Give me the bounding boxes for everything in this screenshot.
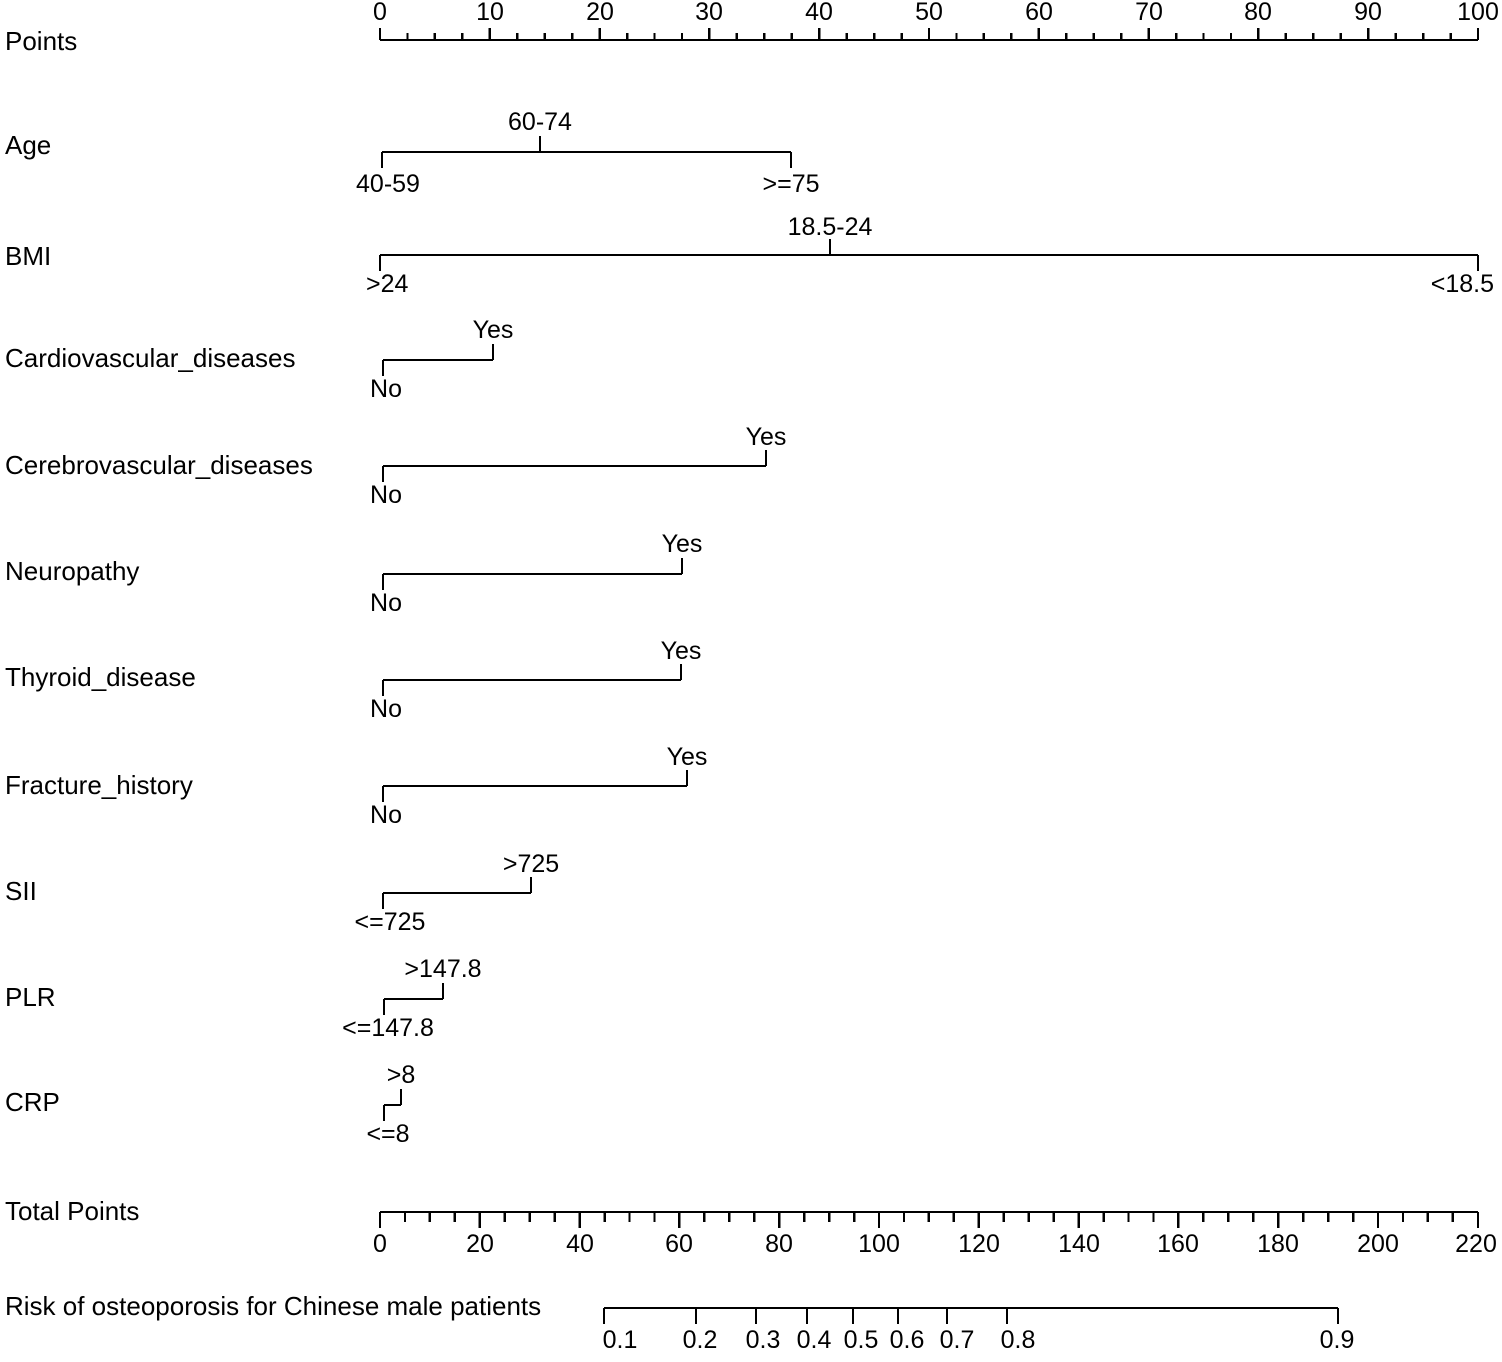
risk-tick-0.9: 0.9 [1319, 1326, 1355, 1354]
row-label-bmi: BMI [5, 241, 52, 271]
total-points-tick-180: 180 [1257, 1230, 1299, 1258]
row-label-age: Age [5, 130, 52, 160]
plr-scale-line [384, 983, 443, 1015]
total-points-tick-220: 220 [1455, 1230, 1497, 1258]
points-tick-30: 30 [695, 0, 723, 26]
thyroid-level-yes: Yes [660, 637, 702, 665]
cerebrovascular-scale-line [383, 450, 766, 482]
total-points-tick-200: 200 [1357, 1230, 1399, 1258]
row-label-risk: Risk of osteoporosis for Chinese male patients [5, 1291, 542, 1321]
points-tick-90: 90 [1354, 0, 1382, 26]
points-tick-60: 60 [1025, 0, 1053, 26]
points-tick-80: 80 [1244, 0, 1272, 26]
crp-level-low: <=8 [366, 1120, 410, 1148]
sii-level-low: <=725 [354, 908, 426, 936]
total-points-tick-20: 20 [466, 1230, 494, 1258]
points-tick-40: 40 [805, 0, 833, 26]
bmi-level-low: >24 [366, 270, 409, 298]
row-label-thyroid: Thyroid_disease [5, 662, 196, 692]
total-points-tick-0: 0 [373, 1230, 387, 1258]
age-level-low: 40-59 [356, 170, 420, 198]
points-tick-70: 70 [1135, 0, 1163, 26]
risk-tick-0.7: 0.7 [939, 1326, 975, 1354]
points-tick-50: 50 [915, 0, 943, 26]
plr-level-low: <=147.8 [342, 1014, 434, 1042]
cardiovascular-scale-line [383, 344, 493, 376]
risk-tick-0.8: 0.8 [1000, 1326, 1036, 1354]
points-tick-10: 10 [476, 0, 504, 26]
total-points-axis-line [380, 1212, 1478, 1228]
neuropathy-scale-line [383, 558, 682, 590]
cardiovascular-level-yes: Yes [472, 316, 514, 344]
thyroid-level-no: No [370, 695, 402, 723]
bmi-scale-line [380, 239, 1478, 271]
risk-tick-0.4: 0.4 [796, 1326, 832, 1354]
age-level-high: >=75 [762, 170, 820, 198]
row-label-fracture: Fracture_history [5, 770, 193, 800]
total-points-tick-80: 80 [765, 1230, 793, 1258]
risk-tick-0.5: 0.5 [843, 1326, 879, 1354]
row-label-points: Points [5, 26, 78, 56]
sii-level-high: >725 [502, 850, 560, 878]
cardiovascular-level-no: No [370, 375, 402, 403]
risk-tick-0.2: 0.2 [682, 1326, 718, 1354]
neuropathy-level-no: No [370, 589, 402, 617]
points-axis-line [380, 28, 1478, 40]
row-label-crp: CRP [5, 1087, 60, 1117]
row-label-cerebrovascular: Cerebrovascular_diseases [5, 450, 313, 480]
points-tick-20: 20 [586, 0, 614, 26]
points-tick-0: 0 [373, 0, 387, 26]
total-points-tick-60: 60 [665, 1230, 693, 1258]
cerebrovascular-level-no: No [370, 481, 402, 509]
age-scale-line [382, 136, 791, 168]
plr-level-high: >147.8 [404, 955, 482, 983]
fracture-level-yes: Yes [666, 743, 708, 771]
points-tick-100: 100 [1457, 0, 1499, 26]
risk-tick-0.1: 0.1 [602, 1326, 638, 1354]
bmi-level-high: <18.5 [1430, 270, 1494, 298]
sii-scale-line [383, 877, 531, 909]
crp-level-high: >8 [386, 1061, 416, 1089]
row-label-sii: SII [5, 876, 37, 906]
neuropathy-level-yes: Yes [661, 530, 703, 558]
thyroid-scale-line [383, 664, 681, 696]
total-points-tick-40: 40 [566, 1230, 594, 1258]
row-label-plr: PLR [5, 982, 56, 1012]
row-label-cardiovascular: Cardiovascular_diseases [5, 343, 296, 373]
fracture-level-no: No [370, 801, 402, 829]
total-points-tick-100: 100 [858, 1230, 900, 1258]
row-label-total-points: Total Points [5, 1196, 140, 1226]
age-level-mid: 60-74 [508, 108, 572, 136]
crp-scale-line [384, 1089, 401, 1121]
row-label-neuropathy: Neuropathy [5, 556, 140, 586]
risk-axis-line [604, 1308, 1338, 1324]
total-points-tick-140: 140 [1058, 1230, 1100, 1258]
risk-tick-0.3: 0.3 [745, 1326, 781, 1354]
total-points-tick-120: 120 [958, 1230, 1000, 1258]
risk-tick-0.6: 0.6 [889, 1326, 925, 1354]
fracture-scale-line [383, 770, 687, 802]
total-points-tick-160: 160 [1157, 1230, 1199, 1258]
cerebrovascular-level-yes: Yes [745, 423, 787, 451]
bmi-level-mid: 18.5-24 [787, 213, 873, 241]
